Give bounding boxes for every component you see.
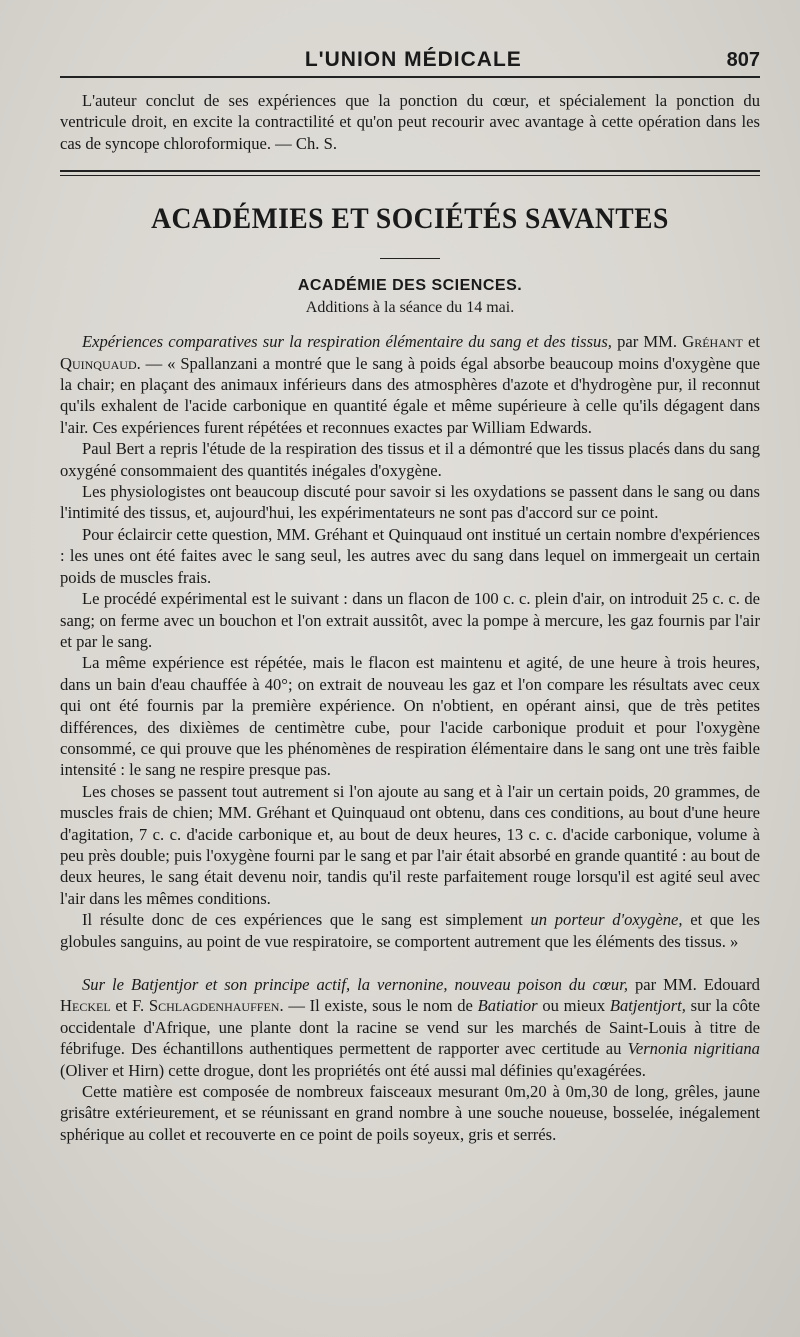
- article2-and: et F.: [115, 996, 145, 1016]
- article1-and: et: [748, 332, 760, 352]
- conclusion-start: Il résulte donc de ces expériences que le sang est simplement: [82, 910, 523, 930]
- article2-by: par MM. Edouard: [634, 975, 760, 994]
- running-title: L'UNION MÉDICALE: [304, 48, 522, 71]
- article2-text2: ou mieux: [542, 996, 606, 1016]
- page-header: [60, 38, 760, 72]
- section-divider: [60, 170, 760, 176]
- article2-name1: Batiatior: [477, 996, 538, 1016]
- conclusion-end: et que les globules sanguins, au point de vue respiratoire, se comportent autrement que les éléments des tissus. »: [60, 910, 760, 951]
- article1-opening: [60, 331, 760, 438]
- article2-author1: Heckel: [60, 996, 111, 1016]
- article2-species: Vernonia nigritiana: [627, 1039, 760, 1059]
- article1-conclusion: [60, 909, 760, 952]
- conclusion-italic: un porteur d'oxygène,: [530, 910, 683, 930]
- section-title: ACADÉMIES ET SOCIÉTÉS SAVANTES: [151, 202, 669, 236]
- article1-author2: Quinquaud.: [60, 353, 141, 373]
- article2-opening: [60, 974, 760, 1081]
- article1-author1: Gréhant: [682, 332, 743, 352]
- article1-title: Expériences comparatives sur la respiration élémentaire du sang et des tissus,: [82, 332, 612, 352]
- intro-paragraph: L'auteur conclut de ses expériences que la ponction du cœur, et spécialement la ponction du ventricule droit, en excite la contractilité et qu'on peut recourir avec avantage à cette opération dans les cas de syncope chloroformique. — Ch. S.: [60, 91, 760, 153]
- article1-paragraph: Le procédé expérimental est le suivant : dans un flacon de 100 c. c. plein d'air, on introduit 25 c. c. de sang; on ferme avec un bouchon et l'on extrait aussitôt, avec la pompe à mercure, les gaz fournis par l'air et par le sang.: [60, 589, 760, 651]
- article2-name2: Batjentjort,: [609, 996, 686, 1016]
- session-line: Additions à la séance du 14 mai.: [305, 299, 515, 317]
- article1-paragraph: La même expérience est répétée, mais le flacon est maintenu et agité, de une heure à trois heures, dans un bain d'eau chauffée à 40°; on extrait de nouveau les gaz et l'on compare les résultats avec ceux qui ont été fournis par la première expérience. On n'obtient, en opérant ainsi, que de très petites différences, des dixièmes de centimètre cube, pour l'acide carbonique produit et pour l'oxygène consommé, ce qui prouve que les phénomènes de respiration élémentaire dans le sang ont une très faible intensité : le sang ne respire presque pas.: [60, 653, 760, 780]
- article2-text1: — Il existe, sous le nom de: [288, 996, 473, 1016]
- title-rule: [380, 258, 440, 259]
- article1-paragraph: Paul Bert a repris l'étude de la respiration des tissus et il a démontré que les tissus placés dans du sang oxygéné consommaient des quantités inégales d'oxygène.: [60, 439, 760, 480]
- page-number: 807: [726, 49, 760, 71]
- article1-paragraph: Pour éclaircir cette question, MM. Gréhant et Quinquaud ont institué un certain nombre d'expériences : les unes ont été faites avec le sang seul, les autres avec du sang dans lequel on immergeait un certain poids de muscles frais.: [60, 524, 760, 587]
- article1-by: par MM.: [617, 332, 678, 352]
- header-rule: [60, 76, 760, 78]
- article2-author2: Schlagdenhauffen.: [148, 996, 284, 1016]
- article2-title: Sur le Batjentjor et son principe actif, la vernonine, nouveau poison du cœur,: [82, 975, 628, 994]
- article1-paragraph: Les choses se passent tout autrement si l'on ajoute au sang et à l'air un certain poids, 20 grammes, de muscles frais de chien; MM. Gréhant et Quinquaud ont obtenu, dans ces conditions, au bout d'une heure d'agitation, 7 c. c. d'acide carbonique et, au bout de deux heures, 13 c. c. d'acide carbonique, volume à peu près double; puis l'oxygène fourni par le sang et par l'air était absorbé en grande quantité : au bout de deux heures, le sang était devenu noir, tandis qu'il reste parfaitement rouge lorsqu'il est agité seul avec l'air dans les mêmes conditions.: [60, 781, 760, 908]
- paragraph-gap: [60, 952, 760, 974]
- subsection-title: ACADÉMIE DES SCIENCES.: [297, 277, 523, 295]
- article1-paragraph: Les physiologistes ont beaucoup discuté pour savoir si les oxydations se passent dans le sang ou dans l'intimité des tissus, et, aujourd'hui, les expérimentateurs ne sont pas d'accord sur ce point.: [60, 482, 760, 523]
- article2-text4: (Oliver et Hirn) cette drogue, dont les propriétés ont été aussi mal définies qu'exagérées.: [60, 1060, 646, 1080]
- article1-opening-text: — « Spallanzani a montré que le sang à poids égal absorbe beaucoup moins d'oxygène que la chair; en plaçant des animaux inférieurs dans des atmosphères d'azote et d'hydrogène pur, il reconnut qu'ils exhalent de l'acide carbonique en quantité égale et même supérieure à celle qu'ils dégagent dans l'air. Ces expériences furent répétées et reconnues exactes par William Edwards.: [60, 353, 760, 437]
- article2-text3: sur la côte occidentale d'Afrique, une plante dont la racine se vend sur les marchés de Saint-Louis à titre de fébrifuge. Des échantillons authentiques permettent de rapporter avec certitude au: [60, 996, 761, 1059]
- article2-last-paragraph: Cette matière est composée de nombreux faisceaux mesurant 0m,20 à 0m,30 de long, grêles, jaune grisâtre extérieurement, et se réunissant en grand nombre à une souche noueuse, bosselée, inégalement sphérique au collet et recouverte en ce point de poils soyeux, gris et serrés.: [60, 1082, 760, 1144]
